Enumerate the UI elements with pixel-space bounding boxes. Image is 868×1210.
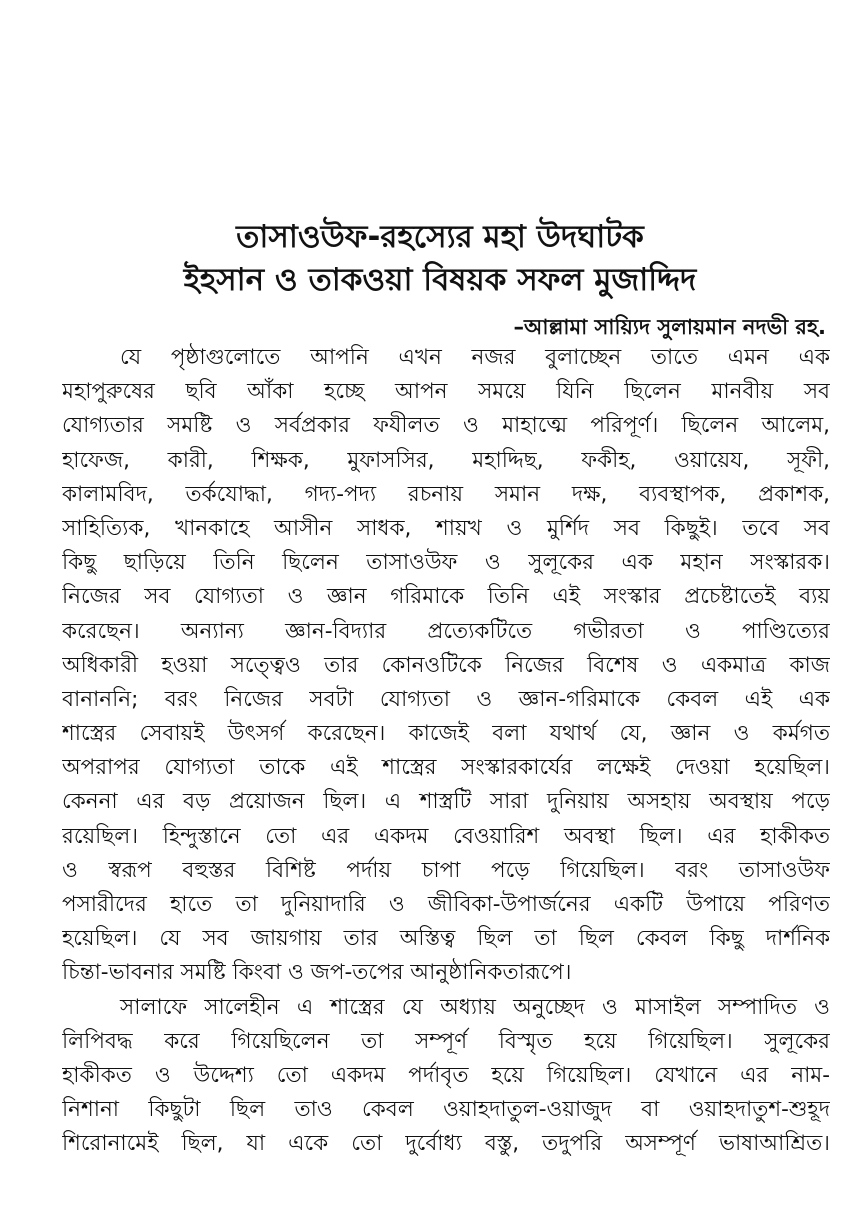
paragraph-line: পসারীদের হাতে তা দুনিয়াদারি ও জীবিকা-উপার্জনের একটি উপায়ে পরিণত — [62, 892, 830, 917]
paragraph-1 — [62, 341, 830, 991]
paragraph-line: শাস্ত্রের সেবায়ই উৎসর্গ করেছেন। কাজেই বলা যথার্থ যে, জ্ঞান ও কর্মগত — [62, 721, 830, 747]
paragraph-line: কিছু ছাড়িয়ে তিনি ছিলেন তাসাওউফ ও সুলূকের এক মহান সংস্কারক। — [62, 550, 830, 576]
paragraph-line: সাহিত্যিক, খানকাহে আসীন সাধক, শায়খ ও মুর্শিদ সব কিছুই। তবে সব — [62, 515, 830, 541]
chapter-title-line-2: ইহসান ও তাকওয়া বিষয়ক সফল মুজাদ্দিদ — [183, 262, 697, 298]
paragraph-line: শিরোনামেই ছিল, যা একে তো দুর্বোধ্য বস্তু, তদুপরি অসম্পূর্ণ ভাষাআশ্রিত। — [62, 1131, 830, 1157]
paragraph-line: ও স্বরূপ বহুস্তর বিশিষ্ট পর্দায় চাপা পড়ে গিয়েছিল। বরং তাসাওউফ — [62, 857, 830, 883]
author-attribution: –আল্লামা সায়্যিদ সুলায়মান নদভী রহ. — [513, 315, 826, 339]
paragraph-line: অধিকারী হওয়া সত্ত্বেও তার কোনওটিকে নিজের বিশেষ ও একমাত্র কাজ — [62, 652, 830, 678]
paragraph-line: করেছেন। অন্যান্য জ্ঞান-বিদ্যার প্রত্যেকটিতে গভীরতা ও পাণ্ডিত্যের — [62, 618, 830, 644]
paragraph-line: কেননা এর বড় প্রয়োজন ছিল। এ শাস্ত্রটি সারা দুনিয়ায় অসহায় অবস্থায় পড়ে — [62, 789, 830, 815]
paragraph-line: মহাপুরুষের ছবি আঁকা হচ্ছে আপন সময়ে যিনি ছিলেন মানবীয় সব — [62, 379, 830, 405]
paragraph-line: হাফেজ, কারী, শিক্ষক, মুফাসসির, মহাদ্দিছ, ফকীহ, ওয়ায়েয, সূফী, — [62, 447, 830, 473]
paragraph-line: নিশানা কিছুটা ছিল তাও কেবল ওয়াহদাতুল-ওয়াজুদ বা ওয়াহদাতুশ-শুহূদ — [62, 1097, 830, 1123]
paragraph-line: বানাননি; বরং নিজের সবটা যোগ্যতা ও জ্ঞান-গরিমাকে কেবল এই এক — [62, 686, 830, 712]
chapter-title-line-1: তাসাওউফ-রহস্যের মহা উদঘাটক — [236, 219, 644, 255]
paragraph-line: রয়েছিল। হিন্দুস্তানে তো এর একদম বেওয়ারিশ অবস্থা ছিল। এর হাকীকত — [62, 823, 830, 849]
paragraph-line: নিজের সব যোগ্যতা ও জ্ঞান গরিমাকে তিনি এই সংস্কার প্রচেষ্টাতেই ব্যয় — [62, 584, 830, 610]
paragraph-line: কালামবিদ, তর্কযোদ্ধা, গদ্য-পদ্য রচনায় সমান দক্ষ, ব্যবস্থাপক, প্রকাশক, — [62, 481, 830, 507]
body-text — [62, 341, 830, 1162]
paragraph-line: যে পৃষ্ঠাগুলোতে আপনি এখন নজর বুলাচ্ছেন তাতে এমন এক — [120, 345, 830, 370]
paragraph-line: সালাফে সালেহীন এ শাস্ত্রের যে অধ্যায় অনুচ্ছেদ ও মাসাইল সম্পাদিত ও — [120, 994, 830, 1020]
paragraph-line: অপরাপর যোগ্যতা তাকে এই শাস্ত্রের সংস্কারকার্যের লক্ষেই দেওয়া হয়েছিল। — [62, 755, 830, 781]
paragraph-line: যোগ্যতার সমষ্টি ও সর্বপ্রকার ফযীলত ও মাহাত্মে পরিপূর্ণ। ছিলেন আলেম, — [62, 413, 830, 439]
paragraph-line: হাকীকত ও উদ্দেশ্য তো একদম পর্দাবৃত হয়ে গিয়েছিল। যেখানে এর নাম- — [62, 1062, 830, 1088]
paragraph-line: হয়েছিল। যে সব জায়গায় তার অস্তিত্ব ছিল তা ছিল কেবল কিছু দার্শনিক — [62, 926, 830, 952]
paragraph-line: লিপিবদ্ধ করে গিয়েছিলেন তা সম্পূর্ণ বিস্মৃত হয়ে গিয়েছিল। সুলূকের — [62, 1028, 830, 1054]
paragraph-line: চিন্তা-ভাবনার সমষ্টি কিংবা ও জপ-তপের আনুষ্ঠানিকতারূপে। — [62, 960, 572, 986]
paragraph-2 — [62, 991, 830, 1162]
